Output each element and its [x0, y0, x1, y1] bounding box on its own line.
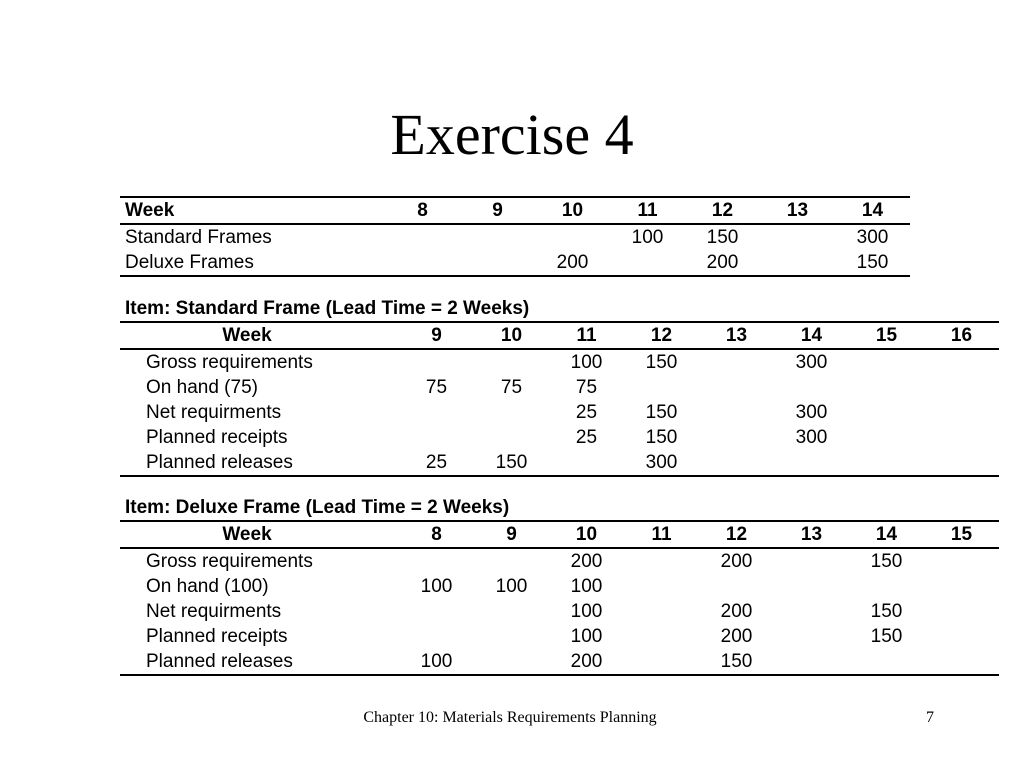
table-cell — [849, 400, 924, 425]
table-cell: 200 — [720, 551, 753, 572]
table-cell — [774, 624, 849, 649]
row-label: Standard Frames — [125, 227, 272, 248]
table-cell — [474, 400, 549, 425]
table-cell — [399, 425, 474, 450]
table-row — [120, 624, 999, 649]
deluxe-week: 13 — [800, 524, 823, 545]
table-cell: 150 — [495, 452, 528, 473]
table-cell — [924, 349, 999, 375]
table-cell — [399, 400, 474, 425]
table-cell: 100 — [495, 576, 528, 597]
table-cell — [924, 400, 999, 425]
demand-week: 10 — [561, 200, 584, 221]
table-cell — [924, 574, 999, 599]
table-row — [120, 250, 910, 276]
table-row — [120, 400, 999, 425]
table-cell — [849, 375, 924, 400]
page-number: 7 — [926, 709, 934, 726]
table-cell: 75 — [575, 377, 598, 398]
footer-chapter-title: Chapter 10: Materials Requirements Planning — [363, 709, 657, 726]
table-cell — [849, 450, 924, 476]
standard-frame-title: Item: Standard Frame (Lead Time = 2 Weeks) — [125, 298, 530, 319]
table-cell — [474, 649, 549, 675]
table-cell: 150 — [720, 651, 753, 672]
demand-week: 11 — [637, 200, 658, 221]
row-label: Planned releases — [146, 452, 293, 473]
table-cell — [924, 649, 999, 675]
table-cell — [699, 425, 774, 450]
table-cell: 150 — [870, 551, 903, 572]
demand-header-label: Week — [125, 200, 175, 221]
row-label: Gross requirements — [146, 551, 313, 572]
table-cell: 300 — [795, 402, 828, 423]
table-cell: 25 — [575, 402, 598, 423]
table-cell — [774, 548, 849, 574]
table-cell — [474, 599, 549, 624]
table-cell: 100 — [420, 651, 453, 672]
table-cell — [924, 548, 999, 574]
deluxe-week: 11 — [651, 524, 672, 545]
table-cell — [474, 349, 549, 375]
table-cell — [774, 574, 849, 599]
table-cell — [399, 599, 474, 624]
table-cell — [535, 224, 610, 250]
table-cell — [474, 425, 549, 450]
table-row — [120, 548, 999, 574]
demand-week: 14 — [861, 200, 884, 221]
demand-week: 9 — [492, 200, 503, 221]
demand-week: 12 — [711, 200, 734, 221]
standard-week: 12 — [650, 325, 673, 346]
table-cell — [460, 250, 535, 276]
table-row — [120, 375, 999, 400]
row-label: Gross requirements — [146, 352, 313, 373]
table-row — [120, 574, 999, 599]
table-cell: 200 — [570, 551, 603, 572]
table-row — [120, 425, 999, 450]
table-cell: 200 — [570, 651, 603, 672]
standard-week: 11 — [576, 325, 597, 346]
table-cell — [849, 574, 924, 599]
table-cell — [774, 649, 849, 675]
table-row — [120, 224, 910, 250]
table-cell: 300 — [795, 427, 828, 448]
standard-week: 14 — [800, 325, 823, 346]
row-label: Net requirments — [146, 402, 282, 423]
table-cell: 200 — [720, 626, 753, 647]
table-cell: 75 — [425, 377, 448, 398]
table-row — [120, 599, 999, 624]
table-cell — [399, 548, 474, 574]
table-cell — [849, 425, 924, 450]
demand-header-row — [120, 197, 910, 224]
table-cell: 25 — [425, 452, 448, 473]
standard-week: 9 — [431, 325, 442, 346]
table-cell: 150 — [706, 227, 739, 248]
table-cell — [760, 224, 835, 250]
deluxe-week: 12 — [725, 524, 748, 545]
table-cell — [699, 400, 774, 425]
table-cell: 200 — [720, 601, 753, 622]
table-cell — [699, 375, 774, 400]
table-cell: 300 — [795, 352, 828, 373]
table-cell — [460, 224, 535, 250]
deluxe-week: 14 — [875, 524, 898, 545]
slide-title: Exercise 4 — [390, 102, 634, 167]
table-cell — [924, 425, 999, 450]
deluxe-week: 15 — [950, 524, 973, 545]
table-cell: 150 — [870, 601, 903, 622]
table-cell — [399, 349, 474, 375]
standard-week: 16 — [950, 325, 973, 346]
standard-header-row — [120, 322, 999, 349]
table-cell — [924, 624, 999, 649]
deluxe-frame-table — [120, 520, 999, 676]
table-cell: 200 — [706, 252, 739, 273]
table-cell — [549, 450, 624, 476]
table-cell: 150 — [645, 427, 678, 448]
row-label: Deluxe Frames — [125, 252, 254, 273]
table-cell — [699, 450, 774, 476]
deluxe-frame-title: Item: Deluxe Frame (Lead Time = 2 Weeks) — [125, 497, 510, 518]
table-cell — [385, 224, 460, 250]
table-cell: 100 — [631, 227, 664, 248]
table-cell: 200 — [556, 252, 589, 273]
table-row — [120, 649, 999, 675]
table-cell: 300 — [645, 452, 678, 473]
deluxe-week: 10 — [575, 524, 598, 545]
table-cell — [924, 599, 999, 624]
table-cell — [624, 548, 699, 574]
table-row — [120, 450, 999, 476]
demand-table — [120, 196, 910, 277]
table-cell: 150 — [645, 402, 678, 423]
row-label: On hand (100) — [146, 576, 269, 597]
standard-header-label: Week — [222, 325, 272, 346]
table-cell — [699, 574, 774, 599]
table-cell — [624, 599, 699, 624]
table-cell — [849, 649, 924, 675]
standard-week: 13 — [725, 325, 748, 346]
table-cell: 75 — [500, 377, 523, 398]
table-cell — [624, 375, 699, 400]
table-cell: 150 — [645, 352, 678, 373]
table-cell — [624, 574, 699, 599]
table-cell — [924, 375, 999, 400]
table-cell — [474, 548, 549, 574]
table-cell: 150 — [870, 626, 903, 647]
table-cell — [624, 649, 699, 675]
standard-week: 10 — [500, 325, 523, 346]
deluxe-header-label: Week — [222, 524, 272, 545]
demand-week: 13 — [786, 200, 809, 221]
row-label: Planned releases — [146, 651, 293, 672]
deluxe-header-row — [120, 521, 999, 548]
table-cell — [385, 250, 460, 276]
standard-week: 15 — [875, 325, 898, 346]
table-cell — [624, 624, 699, 649]
row-label: Planned receipts — [146, 427, 288, 448]
table-cell — [774, 375, 849, 400]
table-cell — [849, 349, 924, 375]
table-cell — [699, 349, 774, 375]
table-cell: 100 — [570, 352, 603, 373]
table-cell: 25 — [575, 427, 598, 448]
standard-frame-table — [120, 321, 999, 477]
table-cell — [474, 624, 549, 649]
demand-week: 8 — [417, 200, 428, 221]
table-cell — [924, 450, 999, 476]
row-label: Net requirments — [146, 601, 282, 622]
table-cell: 100 — [570, 626, 603, 647]
table-cell — [774, 450, 849, 476]
row-label: On hand (75) — [146, 377, 258, 398]
table-cell: 100 — [570, 601, 603, 622]
table-cell — [760, 250, 835, 276]
table-cell — [399, 624, 474, 649]
deluxe-week: 8 — [431, 524, 442, 545]
table-cell — [774, 599, 849, 624]
table-cell: 100 — [420, 576, 453, 597]
table-cell: 100 — [570, 576, 603, 597]
table-row — [120, 349, 999, 375]
row-label: Planned receipts — [146, 626, 288, 647]
table-cell: 150 — [856, 252, 889, 273]
table-cell: 300 — [856, 227, 889, 248]
table-cell — [610, 250, 685, 276]
deluxe-week: 9 — [506, 524, 517, 545]
